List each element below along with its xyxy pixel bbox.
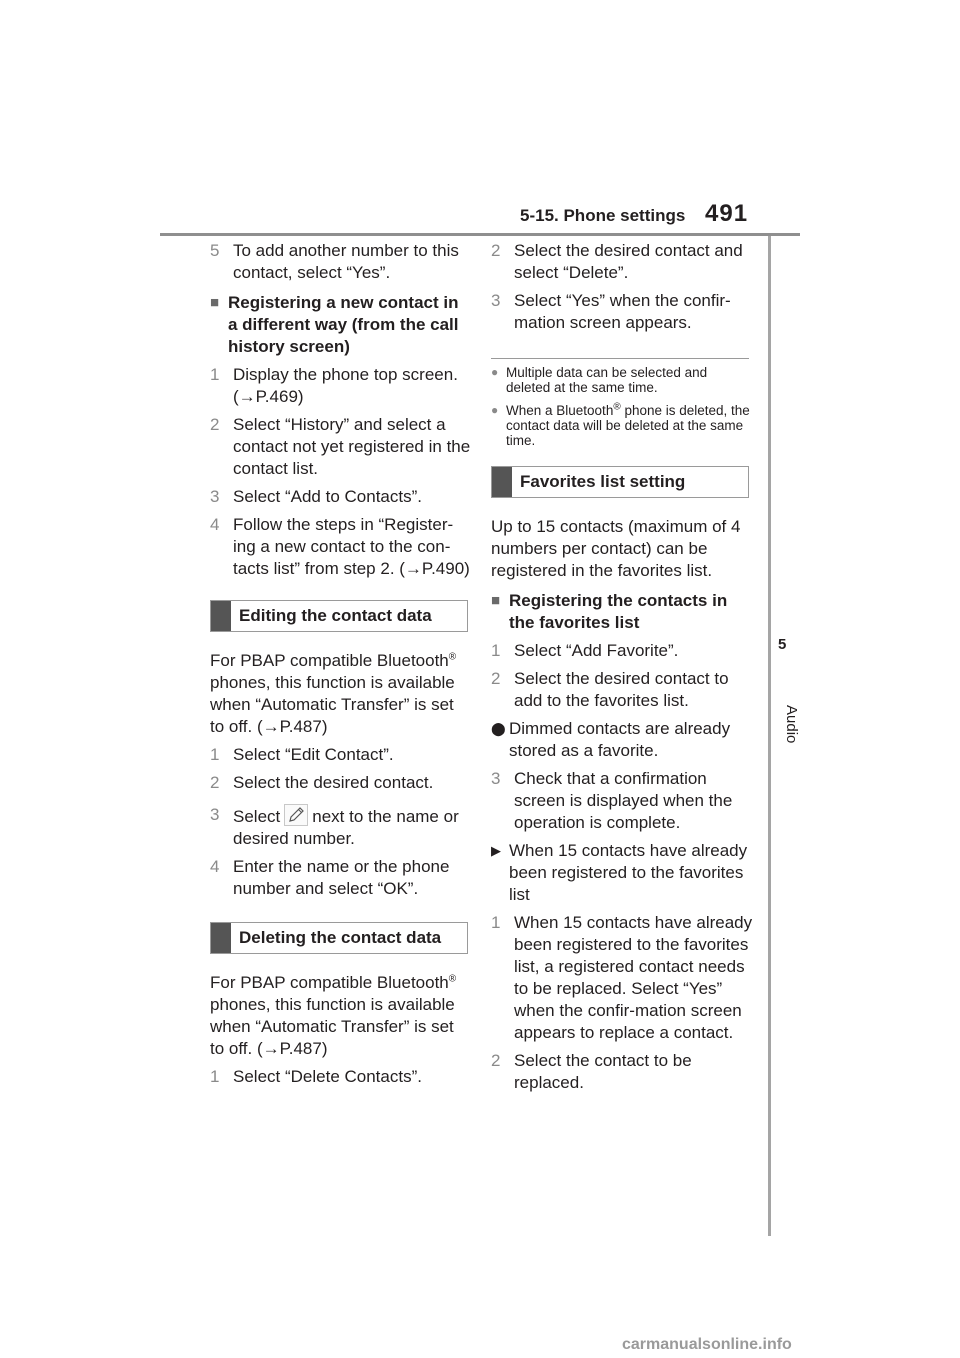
step	[491, 912, 753, 1044]
step-text: Select “Add to Contacts”.	[233, 487, 422, 506]
pencil-icon	[284, 804, 308, 826]
step-number: 3	[491, 769, 501, 788]
bullet-text: When 15 contacts have already been registered to the favorites list	[509, 841, 748, 904]
dot-bullet-icon: ●	[491, 365, 499, 379]
step-text: Check that a confirmation screen is displayed when the operation is complete.	[514, 769, 733, 832]
note-text: When a Bluetooth	[506, 403, 614, 418]
step	[210, 804, 472, 850]
right-column	[491, 240, 753, 1100]
step-number: 2	[210, 415, 220, 434]
side-tab-label: Audio	[783, 705, 800, 744]
step	[491, 640, 753, 662]
paragraph-text: phones, this function is available when “Automatic Transfer” is set to off. (→P.487)	[210, 673, 455, 736]
note	[491, 403, 753, 448]
step	[210, 1066, 472, 1088]
step-text: To add another number to this contact, select “Yes”.	[233, 241, 459, 282]
note-text: phone is deleted, the contact data will be deleted at the same time.	[506, 403, 750, 448]
step	[210, 414, 472, 480]
step-number: 1	[210, 365, 220, 384]
step-text: Select the contact to be replaced.	[514, 1051, 692, 1092]
step-text: Follow the steps in “Register-ing a new contact to the con-tacts list” from step 2. (→P.490)	[233, 515, 470, 578]
step-text: Select “Delete Contacts”.	[233, 1067, 422, 1086]
step-text: Select “Add Favorite”.	[514, 641, 679, 660]
step-text: When 15 contacts have already been registered to the favorites list, a registered contact needs to be replaced. Select “Yes” when the confir-mation screen appears to replace a contact.	[514, 913, 753, 1042]
step	[491, 1050, 753, 1094]
paragraph: Up to 15 contacts (maximum of 4 numbers per contact) can be registered in the favorites list.	[491, 517, 741, 580]
step-text: Select “History” and select a contact not yet registered in the contact list.	[233, 415, 471, 478]
step	[210, 514, 472, 580]
round-bullet-icon: ⬤	[491, 721, 506, 736]
section-box-bar	[492, 467, 512, 497]
step-number: 3	[210, 805, 220, 824]
dot-bullet-icon: ●	[491, 403, 499, 417]
step-text: Select “Yes” when the confir-mation screen appears.	[514, 291, 731, 332]
sub-heading-text: Registering the contacts in the favorites list	[509, 591, 728, 632]
step-text: Select “Edit Contact”.	[233, 745, 394, 764]
step	[210, 364, 472, 408]
sub-heading-text: Registering a new contact in a different way (from the call history screen)	[228, 293, 459, 356]
step-text: Select the desired contact and select “Delete”.	[514, 241, 743, 282]
step	[491, 668, 753, 712]
section-box-title: Editing the contact data	[239, 606, 432, 625]
triangle-bullet-icon: ▶	[491, 843, 501, 858]
paragraph	[210, 650, 472, 738]
paragraph	[210, 972, 472, 1060]
registered-mark: ®	[613, 401, 621, 413]
step-number: 4	[210, 515, 220, 534]
section-box-bar	[211, 923, 231, 953]
section-box-title: Deleting the contact data	[239, 928, 442, 947]
paragraph-text: For PBAP compatible Bluetooth	[210, 651, 449, 670]
step-text: Select the desired contact to add to the favorites list.	[514, 669, 729, 710]
header-section-title: 5-15. Phone settings	[520, 206, 686, 225]
step-number: 1	[491, 641, 501, 660]
section-box-edit	[210, 600, 468, 632]
sub-heading	[210, 292, 472, 358]
registered-mark: ®	[448, 651, 457, 663]
step-text: Select	[233, 807, 281, 826]
bullet-text: Dimmed contacts are already stored as a favorite.	[509, 719, 731, 760]
step	[491, 768, 753, 834]
header-rule	[160, 233, 800, 236]
note-rule	[491, 358, 749, 359]
step-number: 1	[491, 913, 501, 932]
section-box-title: Favorites list setting	[520, 472, 686, 491]
section-box-delete	[210, 922, 468, 954]
left-column	[210, 240, 472, 1094]
section-box-bar	[211, 601, 231, 631]
step	[210, 856, 472, 900]
step-number: 5	[210, 241, 220, 260]
watermark: carmanualsonline.info	[622, 1336, 792, 1353]
step	[491, 290, 753, 334]
sub-heading	[491, 590, 753, 634]
note	[491, 365, 753, 395]
step-text: next to the name or desired number.	[233, 807, 459, 848]
note-text: Multiple data can be selected and deleted at the same time.	[506, 365, 708, 395]
step	[210, 772, 472, 794]
section-box-favorites	[491, 466, 749, 498]
step	[491, 240, 753, 284]
step-number: 2	[491, 241, 501, 260]
square-bullet-icon: ■	[491, 592, 501, 609]
step	[210, 486, 472, 508]
step-text: Select the desired contact.	[233, 773, 434, 792]
paragraph-text: phones, this function is available when “Automatic Transfer” is set to off. (→P.487)	[210, 995, 455, 1058]
step-number: 3	[491, 291, 501, 310]
bullet	[491, 840, 753, 906]
registered-mark: ®	[448, 973, 457, 985]
side-tab-number: 5	[778, 636, 787, 653]
step-number: 4	[210, 857, 220, 876]
step-text: Enter the name or the phone number and select “OK”.	[233, 857, 450, 898]
paragraph-text: For PBAP compatible Bluetooth	[210, 973, 449, 992]
step-number: 2	[491, 1051, 501, 1070]
bullet	[491, 718, 753, 762]
step-number: 2	[210, 773, 220, 792]
step-number: 2	[491, 669, 501, 688]
square-bullet-icon: ■	[210, 294, 220, 311]
step	[210, 240, 472, 284]
step-number: 3	[210, 487, 220, 506]
step-number: 1	[210, 1067, 220, 1086]
step	[210, 744, 472, 766]
page-number: 491	[705, 200, 749, 227]
step-number: 1	[210, 745, 220, 764]
step-text: Display the phone top screen. (→P.469)	[233, 365, 458, 406]
